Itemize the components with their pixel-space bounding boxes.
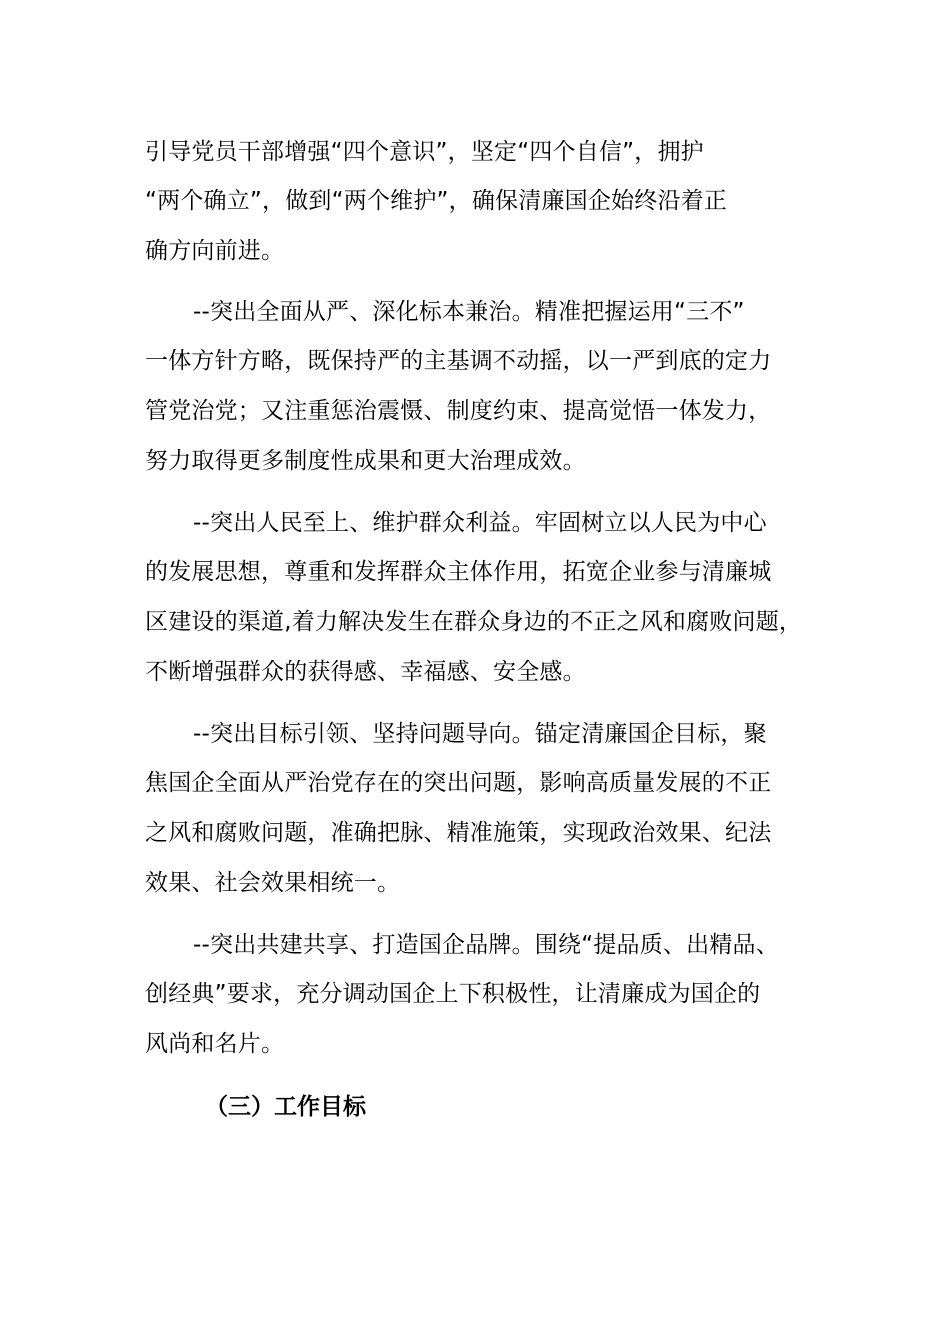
paragraph-4-line-3: 之风和腐败问题，准确把脉、精准施策，实现政治效果、纪法	[145, 820, 772, 846]
paragraph-4-line-4: 效果、社会效果相统一。	[145, 870, 401, 896]
paragraph-4-line-1: --突出目标引领、坚持问题导向。锚定清廉国企目标，聚	[193, 721, 767, 747]
paragraph-3-line-4: 不断增强群众的获得感、幸福感、安全感。	[145, 659, 586, 685]
paragraph-1-line-1: 引导党员干部增强“四个意识”，坚定“四个自信”，拥护	[145, 139, 704, 165]
paragraph-2-line-2: 一体方针方略，既保持严的主基调不动摇，以一严到底的定力	[145, 348, 772, 374]
paragraph-3-line-1: --突出人民至上、维护群众利益。牢固树立以人民为中心	[193, 510, 767, 536]
paragraph-5-line-2: 创经典”要求，充分调动国企上下积极性，让清廉成为国企的	[145, 981, 761, 1007]
paragraph-4-line-2: 焦国企全面从严治党存在的突出问题，影响高质量发展的不正	[145, 770, 772, 796]
paragraph-2-line-3: 管党治党；又注重惩治震慑、制度约束、提高觉悟一体发力，	[145, 398, 772, 424]
paragraph-5-line-3: 风尚和名片。	[145, 1031, 285, 1057]
section-heading: （三）工作目标	[205, 1094, 366, 1120]
paragraph-5-line-1: --突出共建共享、打造国企品牌。围绕“提品质、出精品、	[193, 932, 779, 958]
paragraph-3-line-2: 的发展思想，尊重和发挥群众主体作用，拓宽企业参与清廉城	[145, 559, 772, 585]
paragraph-3-line-3: 区建设的渠道,着力解决发生在群众身边的不正之风和腐败问题，	[145, 609, 803, 635]
paragraph-2-line-1: --突出全面从严、深化标本兼治。精准把握运用“三不”	[193, 299, 745, 325]
paragraph-1-line-2: “两个确立”，做到“两个维护”，确保清廉国企始终沿着正	[145, 188, 728, 214]
paragraph-1-line-3: 确方向前进。	[145, 238, 285, 264]
paragraph-2-line-4: 努力取得更多制度性成果和更大治理成效。	[145, 448, 586, 474]
